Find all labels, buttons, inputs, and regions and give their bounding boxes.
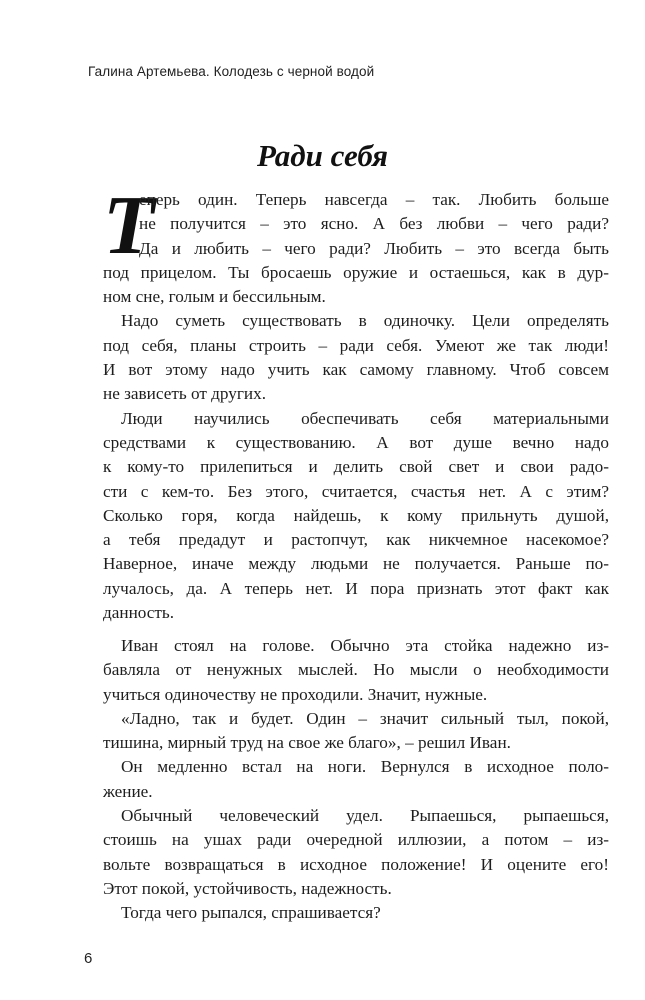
text-block-2 — [103, 634, 609, 926]
chapter-title: Ради себя — [257, 138, 388, 173]
text-line: лучалось, да. А теперь нет. И пора признать этот факт как — [103, 578, 609, 598]
text-line: еперь один. Теперь навсегда – так. Любить больше — [139, 190, 609, 209]
text-line: к кому-то прилепиться и делить свой свет и свои радо- — [103, 457, 609, 477]
text-line: Этот покой, устойчивость, надежность. — [103, 878, 392, 898]
text-line: Иван стоял на голове. Обычно эта стойка надежно из- — [121, 636, 609, 655]
text-line: под прицелом. Ты бросаешь оружие и остаешься, как в дур- — [103, 262, 609, 282]
text-line: Да и любить – чего ради? Любить – это всегда быть — [139, 238, 609, 258]
text-line: И вот этому надо учить как самому главному. Чтоб совсем — [103, 360, 609, 380]
text-line: Люди научились обеспечивать себя материальными — [121, 408, 609, 428]
text-line: Наверное, иначе между людьми не получается. Раньше по- — [103, 554, 609, 574]
text-line: сти с кем-то. Без этого, считается, счастья нет. А с этим? — [103, 481, 609, 501]
text-line: Тогда чего рыпался, спрашивается? — [121, 903, 381, 923]
drop-cap: Т — [103, 179, 155, 272]
text-line: учиться одиночеству не проходили. Значит, нужные. — [103, 684, 488, 704]
text-line: жение. — [103, 781, 153, 801]
text-line: а тебя предадут и растопчут, как никчемное насекомое? — [103, 530, 609, 550]
text-line: средствами к существованию. А вот душе вечно надо — [103, 432, 609, 452]
running-head: Галина Артемьева. Колодезь с черной водой — [88, 64, 375, 79]
text-line: Надо суметь существовать в одиночку. Цели определять — [121, 311, 609, 331]
text-line: тишина, мирный труд на свое же благо», – решил Иван. — [103, 733, 511, 753]
text-line: вольте возвращаться в исходное положение! И оцените его! — [103, 854, 609, 874]
page-number: 6 — [84, 950, 93, 967]
text-line: данность. — [103, 603, 175, 623]
text-line: Сколько горя, когда найдешь, к кому прильнуть душой, — [103, 505, 609, 525]
text-line: Он медленно встал на ноги. Вернулся в исходное поло- — [121, 757, 609, 777]
text-line: «Ладно, так и будет. Один – значит сильный тыл, покой, — [121, 708, 609, 728]
text-line: ном сне, голым и бессильным. — [103, 287, 326, 307]
text-line: не зависеть от других. — [103, 384, 266, 404]
text-block-1 — [103, 188, 609, 625]
text-line: бавляла от ненужных мыслей. Но мысли о необходимости — [103, 660, 609, 680]
text-line: Обычный человеческий удел. Рыпаешься, рыпаешься, — [121, 806, 609, 826]
text-line: не получится – это ясно. А без любви – чего ради? — [139, 214, 609, 234]
text-line: стоишь на ушах ради очередной иллюзии, а потом – из- — [103, 830, 609, 850]
text-line: под себя, планы строить – ради себя. Умеют же так люди! — [103, 335, 609, 355]
